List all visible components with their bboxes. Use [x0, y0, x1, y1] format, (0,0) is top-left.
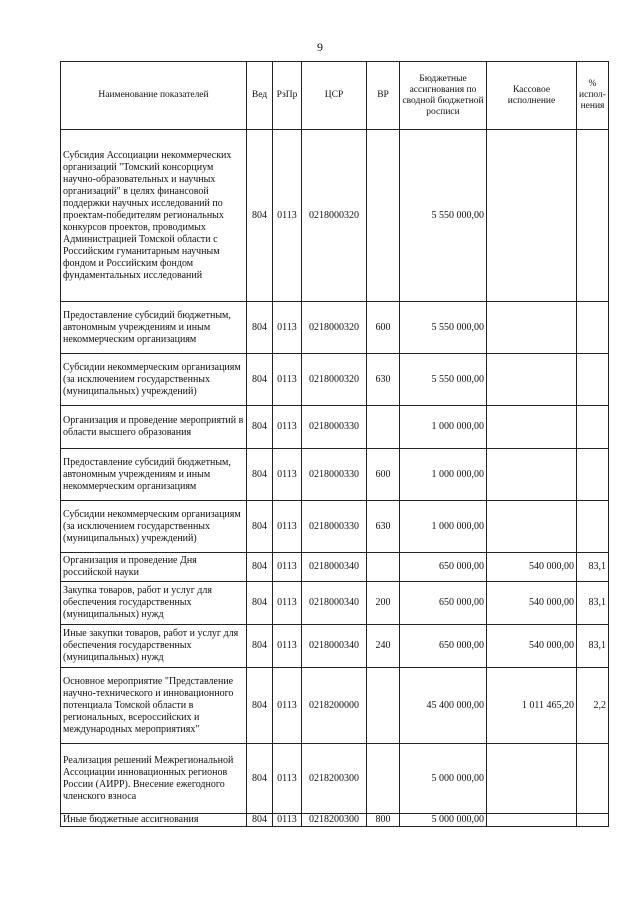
cell-rzpr: 0113 [273, 449, 302, 501]
cell-vr: 630 [367, 354, 400, 406]
cell-cash [487, 406, 577, 449]
cell-budget: 1 000 000,00 [400, 501, 487, 553]
cell-pct [577, 302, 609, 354]
col-header-vr: ВР [367, 62, 400, 130]
cell-name: Организация и проведение мероприятий в области высшего образования [61, 406, 247, 449]
cell-csr: 0218000320 [302, 354, 367, 406]
cell-rzpr: 0113 [273, 814, 302, 827]
cell-pct: 83,1 [577, 625, 609, 668]
cell-budget: 1 000 000,00 [400, 449, 487, 501]
table-row [61, 354, 609, 406]
cell-vr: 200 [367, 582, 400, 625]
cell-cash: 540 000,00 [487, 553, 577, 582]
cell-budget: 5 000 000,00 [400, 814, 487, 827]
cell-vr: 240 [367, 625, 400, 668]
col-header-budget: Бюджетные ассигнования по сводной бюджетной росписи [400, 62, 487, 130]
cell-cash [487, 814, 577, 827]
cell-pct [577, 406, 609, 449]
cell-vr: 630 [367, 501, 400, 553]
cell-ved: 804 [247, 406, 273, 449]
cell-rzpr: 0113 [273, 668, 302, 744]
cell-rzpr: 0113 [273, 302, 302, 354]
cell-pct: 83,1 [577, 582, 609, 625]
cell-rzpr: 0113 [273, 582, 302, 625]
table-header-row [61, 62, 609, 130]
cell-cash [487, 744, 577, 814]
col-header-name: Наименование показателей [61, 62, 247, 130]
cell-pct [577, 744, 609, 814]
table-row [61, 449, 609, 501]
cell-csr: 0218000330 [302, 449, 367, 501]
cell-pct [577, 354, 609, 406]
cell-rzpr: 0113 [273, 501, 302, 553]
cell-ved: 804 [247, 501, 273, 553]
cell-vr [367, 553, 400, 582]
cell-csr: 0218000340 [302, 625, 367, 668]
table-row [61, 130, 609, 302]
cell-name: Субсидия Ассоциации некоммерческих организаций "Томский консорциум научно-образовательных и научных организаций" в целях финансовой поддержки научных исследований по проектам-победителям региональных конкурсов проектов, проводимых Администрацией Томской области с Российским гуманитарным научным фондом и Российским фондом фундаментальных исследований [61, 130, 247, 302]
cell-pct [577, 130, 609, 302]
cell-vr [367, 406, 400, 449]
cell-cash: 540 000,00 [487, 582, 577, 625]
cell-rzpr: 0113 [273, 625, 302, 668]
cell-ved: 804 [247, 553, 273, 582]
cell-name: Субсидии некоммерческим организациям (за исключением государственных (муниципальных) учреждений) [61, 354, 247, 406]
cell-pct [577, 449, 609, 501]
cell-cash: 1 011 465,20 [487, 668, 577, 744]
cell-cash [487, 130, 577, 302]
page-number: 9 [317, 40, 323, 54]
cell-rzpr: 0113 [273, 354, 302, 406]
cell-ved: 804 [247, 625, 273, 668]
cell-csr: 0218000320 [302, 130, 367, 302]
table-row [61, 501, 609, 553]
cell-name: Закупка товаров, работ и услуг для обеспечения государственных (муниципальных) нужд [61, 582, 247, 625]
cell-ved: 804 [247, 302, 273, 354]
cell-ved: 804 [247, 668, 273, 744]
cell-budget: 650 000,00 [400, 553, 487, 582]
cell-name: Реализация решений Межрегиональной Ассоциации инновационных регионов России (АИРР). Внесение ежегодного членского взноса [61, 744, 247, 814]
col-header-pct: % испол-нения [577, 62, 609, 130]
col-header-cash: Кассовое исполнение [487, 62, 577, 130]
cell-budget: 650 000,00 [400, 625, 487, 668]
cell-name: Предоставление субсидий бюджетным, автономным учреждениям и иным некоммерческим организациям [61, 449, 247, 501]
table-row [61, 625, 609, 668]
cell-csr: 0218000320 [302, 302, 367, 354]
cell-csr: 0218200300 [302, 814, 367, 827]
cell-budget: 5 550 000,00 [400, 354, 487, 406]
cell-ved: 804 [247, 814, 273, 827]
cell-ved: 804 [247, 744, 273, 814]
cell-rzpr: 0113 [273, 744, 302, 814]
cell-csr: 0218000330 [302, 406, 367, 449]
cell-budget: 5 550 000,00 [400, 302, 487, 354]
cell-pct [577, 501, 609, 553]
cell-pct: 83,1 [577, 553, 609, 582]
cell-pct: 2,2 [577, 668, 609, 744]
cell-csr: 0218000340 [302, 582, 367, 625]
cell-name: Иные бюджетные ассигнования [61, 814, 247, 827]
col-header-rzpr: РзПр [273, 62, 302, 130]
cell-cash [487, 354, 577, 406]
cell-rzpr: 0113 [273, 553, 302, 582]
cell-ved: 804 [247, 354, 273, 406]
cell-csr: 0218000330 [302, 501, 367, 553]
cell-rzpr: 0113 [273, 406, 302, 449]
cell-vr: 800 [367, 814, 400, 827]
cell-name: Предоставление субсидий бюджетным, автономным учреждениям и иным некоммерческим организациям [61, 302, 247, 354]
cell-csr: 0218000340 [302, 553, 367, 582]
cell-name: Иные закупки товаров, работ и услуг для обеспечения государственных (муниципальных) нужд [61, 625, 247, 668]
col-header-ved: Вед [247, 62, 273, 130]
cell-vr: 600 [367, 302, 400, 354]
cell-vr [367, 130, 400, 302]
table-row [61, 744, 609, 814]
cell-csr: 0218200300 [302, 744, 367, 814]
table-row [61, 582, 609, 625]
cell-budget: 5 550 000,00 [400, 130, 487, 302]
table-row [61, 814, 609, 827]
cell-vr [367, 744, 400, 814]
table-row [61, 302, 609, 354]
cell-budget: 650 000,00 [400, 582, 487, 625]
cell-vr [367, 668, 400, 744]
table-row [61, 668, 609, 744]
budget-table [60, 61, 609, 827]
table-row [61, 553, 609, 582]
cell-budget: 45 400 000,00 [400, 668, 487, 744]
cell-name: Основное мероприятие "Представление научно-технического и инновационного потенциала Томской области в региональных, всероссийских и международных мероприятиях" [61, 668, 247, 744]
cell-cash: 540 000,00 [487, 625, 577, 668]
cell-vr: 600 [367, 449, 400, 501]
cell-cash [487, 501, 577, 553]
cell-cash [487, 302, 577, 354]
cell-name: Субсидии некоммерческим организациям (за исключением государственных (муниципальных) учреждений) [61, 501, 247, 553]
cell-ved: 804 [247, 130, 273, 302]
cell-rzpr: 0113 [273, 130, 302, 302]
cell-csr: 0218200000 [302, 668, 367, 744]
table-row [61, 406, 609, 449]
cell-pct [577, 814, 609, 827]
cell-ved: 804 [247, 449, 273, 501]
cell-budget: 5 000 000,00 [400, 744, 487, 814]
cell-ved: 804 [247, 582, 273, 625]
cell-cash [487, 449, 577, 501]
cell-budget: 1 000 000,00 [400, 406, 487, 449]
cell-name: Организация и проведение Дня российской науки [61, 553, 247, 582]
col-header-csr: ЦСР [302, 62, 367, 130]
